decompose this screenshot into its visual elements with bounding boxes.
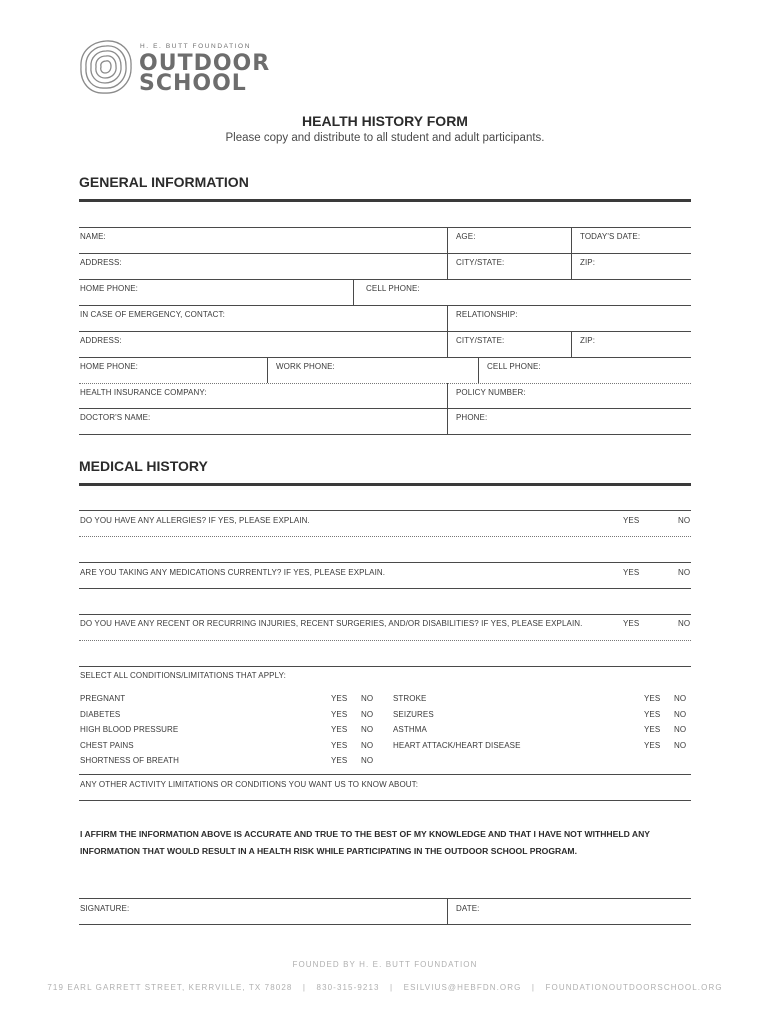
column-divider	[571, 227, 572, 279]
medications-question: ARE YOU TAKING ANY MEDICATIONS CURRENTLY? IF YES, PLEASE EXPLAIN.	[80, 568, 386, 577]
footer-address: 719 EARL GARRETT STREET, KERRVILLE, TX 78028	[47, 983, 293, 992]
condition-seizures: SEIZURES	[393, 710, 434, 719]
row-divider	[79, 434, 691, 435]
emergency-home-phone-field[interactable]: HOME PHONE:	[80, 362, 138, 371]
foundation-logo	[78, 38, 271, 98]
pregnant-no-option[interactable]: NO	[361, 694, 374, 703]
signature-field[interactable]: SIGNATURE:	[80, 904, 130, 913]
column-divider	[447, 898, 448, 924]
column-divider	[267, 357, 268, 383]
footer-separator: |	[531, 983, 536, 992]
logo-school: SCHOOL	[139, 71, 247, 96]
footer-phone: 830-315-9213	[316, 983, 380, 992]
diabetes-no-option[interactable]: NO	[361, 710, 374, 719]
condition-heart-disease: HEART ATTACK/HEART DISEASE	[393, 741, 521, 750]
footer-website[interactable]: FOUNDATIONOUTDOORSCHOOL.ORG	[545, 983, 723, 992]
footer-separator: |	[302, 983, 307, 992]
row-divider	[79, 614, 691, 615]
explain-line[interactable]	[79, 536, 691, 537]
row-divider	[79, 253, 691, 254]
logo-outdoor: OUTDOOR	[139, 51, 271, 76]
explain-line[interactable]	[79, 640, 691, 641]
high-blood-pressure-yes-option[interactable]: YES	[331, 725, 348, 734]
zip-field[interactable]: ZIP:	[580, 258, 596, 267]
emergency-address-field[interactable]: ADDRESS:	[80, 336, 122, 345]
pregnant-yes-option[interactable]: YES	[331, 694, 348, 703]
column-divider	[447, 383, 448, 434]
row-divider	[79, 279, 691, 280]
home-phone-field[interactable]: HOME PHONE:	[80, 284, 138, 293]
section-heading-medical: MEDICAL HISTORY	[79, 458, 208, 474]
footer-email[interactable]: ESILVIUS@HEBFDN.ORG	[403, 983, 522, 992]
emergency-city-state-field[interactable]: CITY/STATE:	[456, 336, 505, 345]
affirmation-line-1: I AFFIRM THE INFORMATION ABOVE IS ACCURATE AND TRUE TO THE BEST OF MY KNOWLEDGE AND THAT I HAVE NOT WITHHELD ANY	[80, 829, 651, 839]
affirmation-line-2: INFORMATION THAT WOULD RESULT IN A HEALTH RISK WHILE PARTICIPATING IN THE OUTDOOR SCHOOL PROGRAM.	[80, 846, 577, 856]
condition-stroke: STROKE	[393, 694, 427, 703]
row-divider	[79, 510, 691, 511]
affirmation-statement	[80, 826, 700, 860]
column-divider	[571, 331, 572, 357]
policy-number-field[interactable]: POLICY NUMBER:	[456, 388, 526, 397]
high-blood-pressure-no-option[interactable]: NO	[361, 725, 374, 734]
footer-separator: |	[390, 983, 394, 992]
address-field[interactable]: ADDRESS:	[80, 258, 122, 267]
condition-shortness-of-breath: SHORTNESS OF BREATH	[80, 756, 179, 765]
condition-diabetes: DIABETES	[80, 710, 121, 719]
medications-no-option[interactable]: NO	[678, 568, 691, 577]
seizures-yes-option[interactable]: YES	[644, 710, 661, 719]
row-divider	[79, 666, 691, 667]
row-divider	[79, 774, 691, 775]
allergies-no-option[interactable]: NO	[678, 516, 691, 525]
column-divider	[447, 227, 448, 279]
conditions-heading: SELECT ALL CONDITIONS/LIMITATIONS THAT APPLY:	[80, 671, 286, 680]
section-heading-general: GENERAL INFORMATION	[79, 174, 249, 190]
relationship-field[interactable]: RELATIONSHIP:	[456, 310, 518, 319]
page-title: HEALTH HISTORY FORM	[302, 113, 468, 129]
row-divider	[79, 357, 691, 358]
row-divider	[79, 383, 691, 384]
stroke-no-option[interactable]: NO	[674, 694, 687, 703]
condition-pregnant: PREGNANT	[80, 694, 126, 703]
condition-asthma: ASTHMA	[393, 725, 427, 734]
injuries-yes-option[interactable]: YES	[623, 619, 640, 628]
seizures-no-option[interactable]: NO	[674, 710, 687, 719]
row-divider	[79, 924, 691, 925]
injuries-no-option[interactable]: NO	[678, 619, 691, 628]
allergies-question: DO YOU HAVE ANY ALLERGIES? IF YES, PLEASE EXPLAIN.	[80, 516, 310, 525]
row-divider	[79, 562, 691, 563]
row-divider	[79, 305, 691, 306]
doctor-name-field[interactable]: DOCTOR'S NAME:	[80, 413, 151, 422]
condition-chest-pains: CHEST PAINS	[80, 741, 134, 750]
doctor-phone-field[interactable]: PHONE:	[456, 413, 488, 422]
emergency-zip-field[interactable]: ZIP:	[580, 336, 596, 345]
row-divider	[79, 898, 691, 899]
section-rule	[79, 483, 691, 486]
column-divider	[353, 279, 354, 305]
insurance-company-field[interactable]: HEALTH INSURANCE COMPANY:	[80, 388, 207, 397]
asthma-yes-option[interactable]: YES	[644, 725, 661, 734]
city-state-field[interactable]: CITY/STATE:	[456, 258, 505, 267]
heart-disease-yes-option[interactable]: YES	[644, 741, 661, 750]
asthma-no-option[interactable]: NO	[674, 725, 687, 734]
allergies-yes-option[interactable]: YES	[623, 516, 640, 525]
cell-phone-field[interactable]: CELL PHONE:	[366, 284, 420, 293]
date-field[interactable]: DATE:	[456, 904, 480, 913]
row-divider	[79, 331, 691, 332]
footer-founded: FOUNDED BY H. E. BUTT FOUNDATION	[292, 960, 478, 969]
logo-foundation-name: H. E. BUTT FOUNDATION	[140, 43, 251, 50]
column-divider	[447, 305, 448, 357]
name-field[interactable]: NAME:	[80, 232, 106, 241]
explain-line[interactable]	[79, 800, 691, 801]
footer-contact	[0, 977, 770, 995]
medications-yes-option[interactable]: YES	[623, 568, 640, 577]
column-divider	[478, 357, 479, 383]
row-divider	[79, 227, 691, 228]
emergency-cell-phone-field[interactable]: CELL PHONE:	[487, 362, 541, 371]
row-divider	[79, 408, 691, 409]
work-phone-field[interactable]: WORK PHONE:	[276, 362, 335, 371]
tree-ring-logo-icon	[78, 38, 134, 96]
condition-high-blood-pressure: HIGH BLOOD PRESSURE	[80, 725, 179, 734]
section-rule	[79, 199, 691, 202]
explain-line[interactable]	[79, 588, 691, 589]
heart-disease-no-option[interactable]: NO	[674, 741, 687, 750]
other-limitations-question: ANY OTHER ACTIVITY LIMITATIONS OR CONDITIONS YOU WANT US TO KNOW ABOUT:	[80, 780, 419, 789]
age-field[interactable]: AGE:	[456, 232, 476, 241]
chest-pains-no-option[interactable]: NO	[361, 741, 374, 750]
shortness-of-breath-no-option[interactable]: NO	[361, 756, 374, 765]
shortness-of-breath-yes-option[interactable]: YES	[331, 756, 348, 765]
page-subtitle: Please copy and distribute to all student and adult participants.	[225, 132, 545, 144]
diabetes-yes-option[interactable]: YES	[331, 710, 348, 719]
chest-pains-yes-option[interactable]: YES	[331, 741, 348, 750]
todays-date-field[interactable]: TODAY'S DATE:	[580, 232, 641, 241]
stroke-yes-option[interactable]: YES	[644, 694, 661, 703]
emergency-contact-field[interactable]: IN CASE OF EMERGENCY, CONTACT:	[80, 310, 225, 319]
injuries-question: DO YOU HAVE ANY RECENT OR RECURRING INJURIES, RECENT SURGERIES, AND/OR DISABILITIES? IF YES, PLEASE EXPLAIN.	[80, 619, 583, 628]
